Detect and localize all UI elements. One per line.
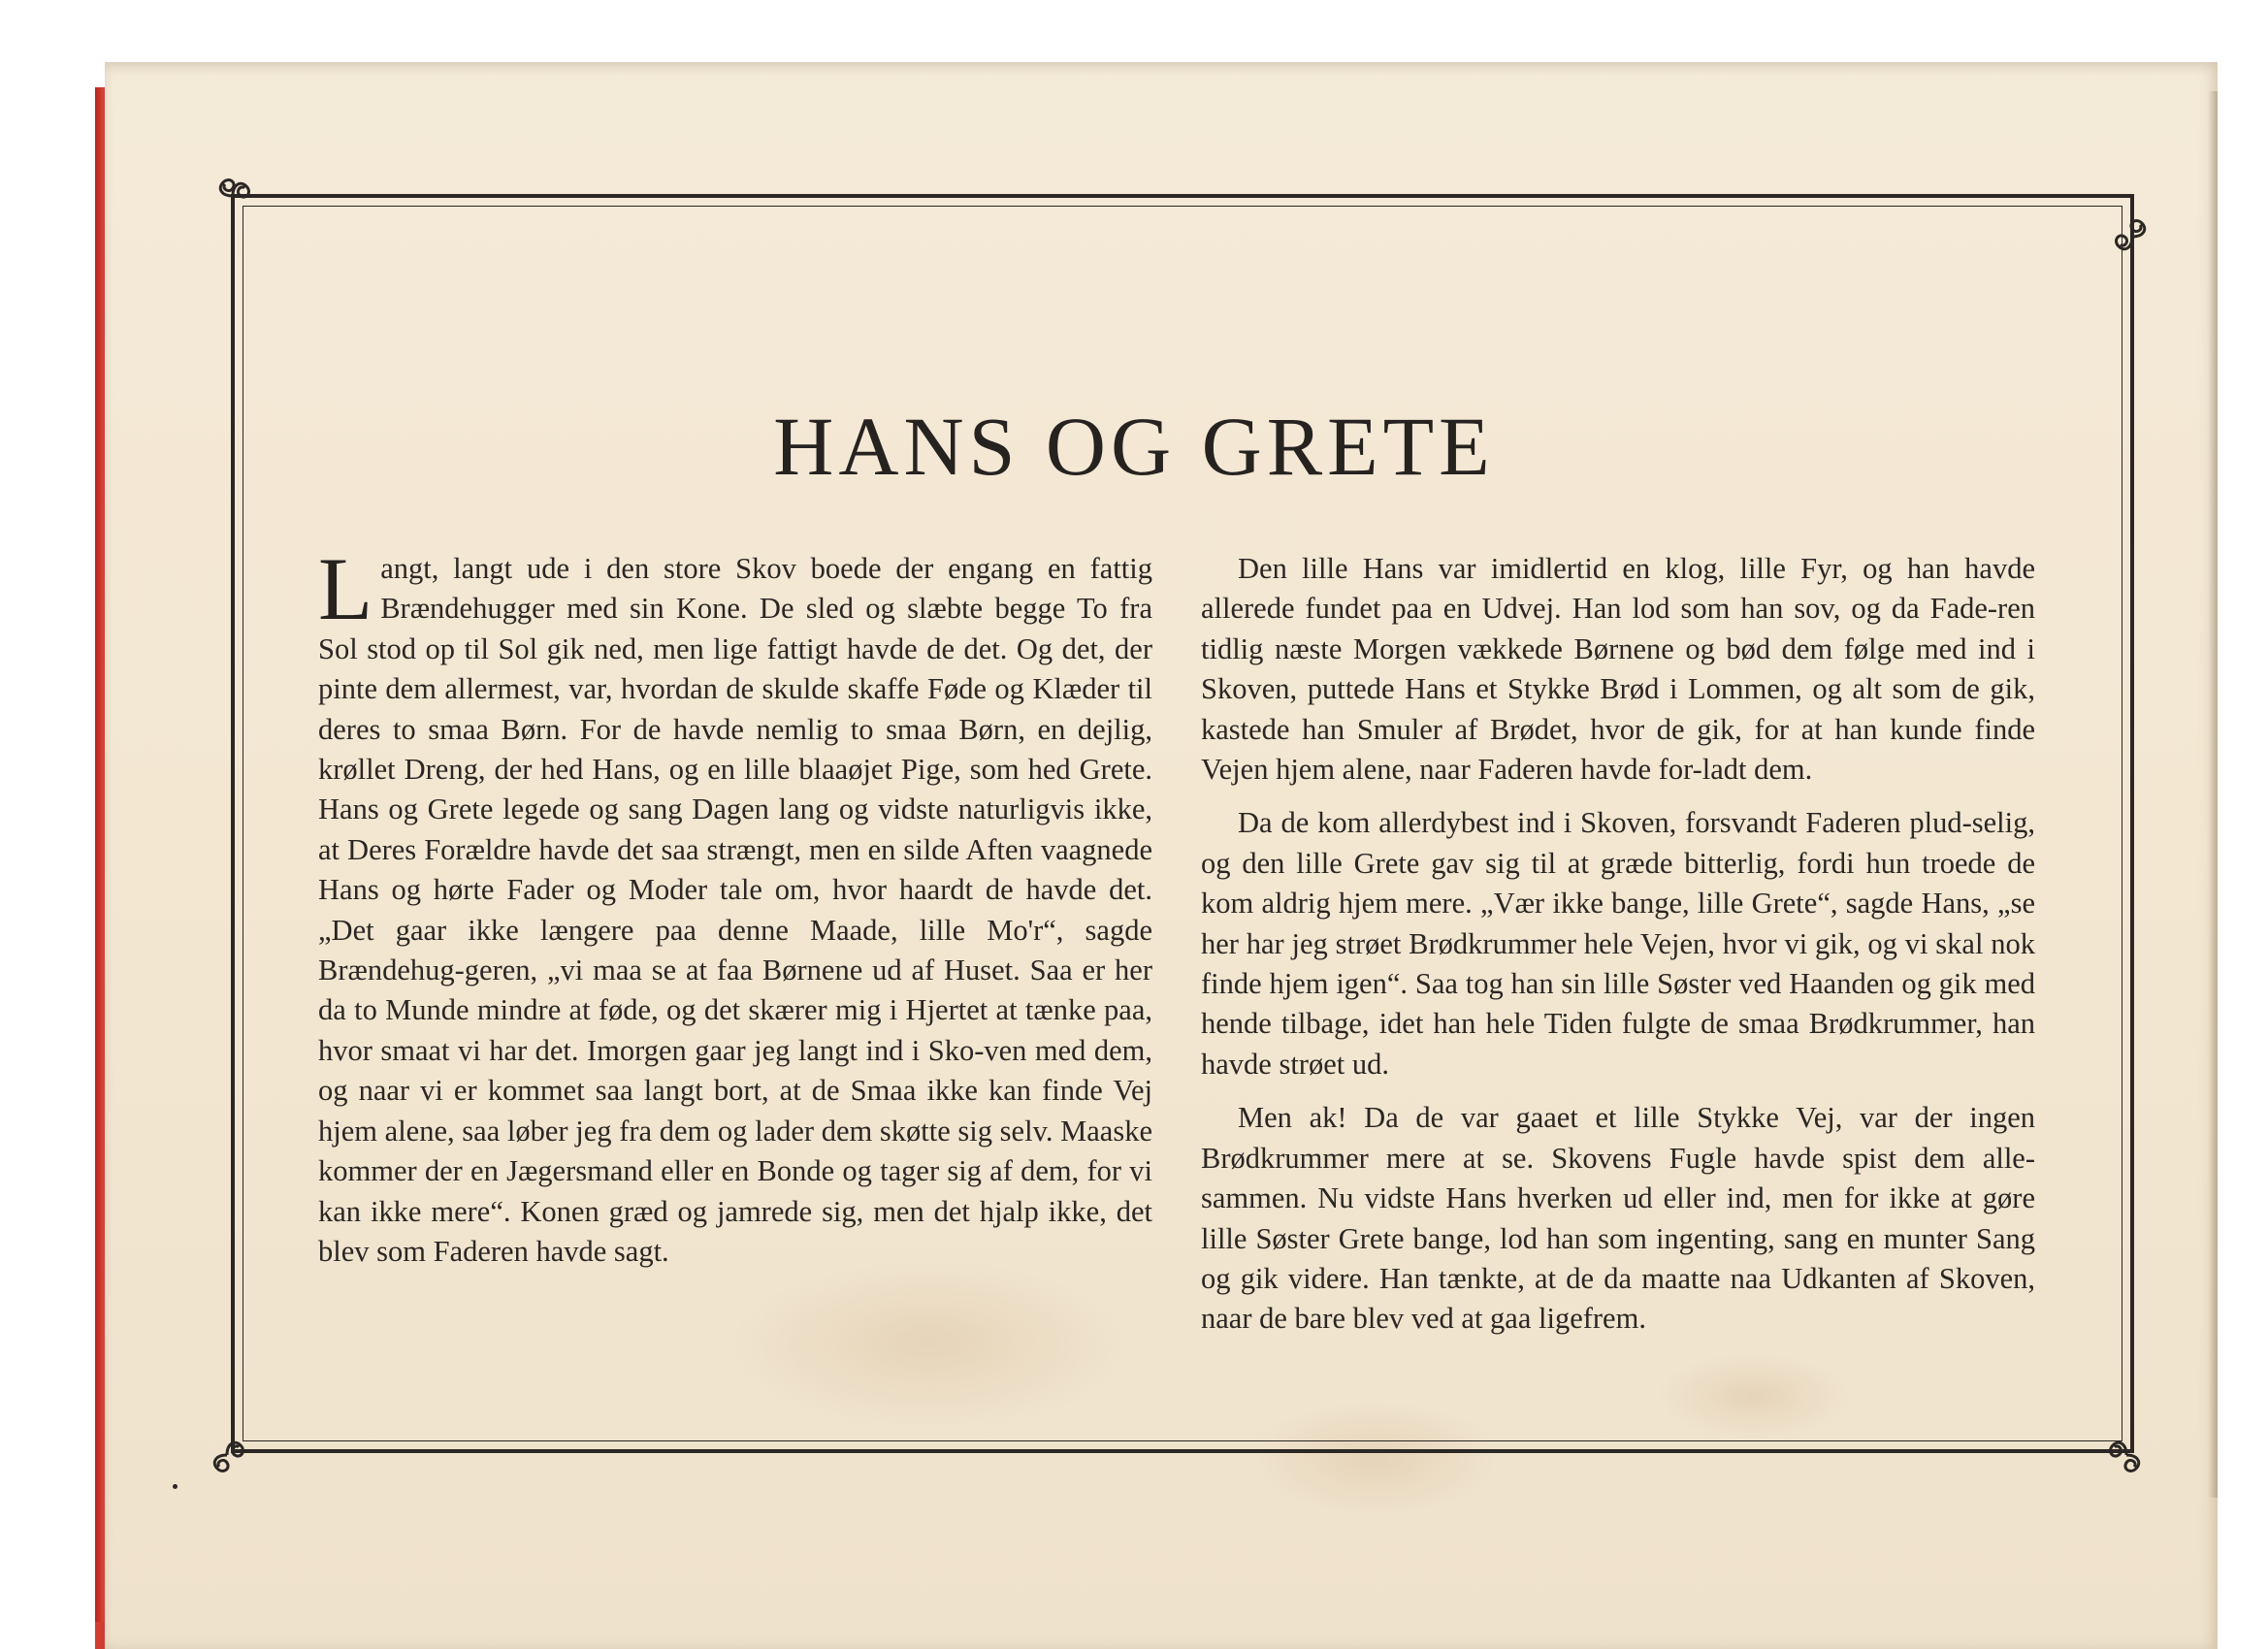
text-column-left — [318, 539, 1152, 1272]
corner-ornament-icon — [206, 1434, 248, 1476]
text-column-right — [1201, 549, 2035, 1340]
corner-ornament-icon — [2105, 1434, 2148, 1476]
page-mark — [173, 1484, 178, 1489]
story-title: HANS OG GRETE — [773, 400, 1495, 493]
paragraph — [318, 539, 1152, 1272]
paragraph: Men ak! Da de var gaaet et lille Stykke Vej, var der ingen Brødkrummer mere at se. Skovens Fugle havde spist dem alle-sammen. Nu vidste Hans hverken ud eller ind, men for ikke at gøre lille Søster Grete bange, lod han som ingenting, sang en munter Sang og gik videre. Han tænkte, at de da maatte naa Udkanten af Skoven, naar de bare blev ved at gaa ligefrem. — [1201, 1101, 2035, 1336]
drop-cap: L — [318, 539, 373, 638]
paragraph-text: angt, langt ude i den store Skov boede der engang en fattig Brændehugger med sin Kone. De sled og slæbte begge To fra Sol stod op til Sol gik ned, men lige fattigt havde de det. Og det, der pinte dem allermest, var, hvordan de skulde skaffe Føde og Klæder til deres to smaa Børn. For de havde nemlig to smaa Børn, en dejlig, krøllet Dreng, der hed Hans, og en lille blaaøjet Pige, som hed Grete. Hans og Grete legede og sang Dagen lang og vidste naturligvis ikke, at Deres Forældre havde det saa strængt, men en silde Aften vaagnede Hans og hørte Fader og Moder tale om, hvor haardt de havde det. „Det gaar ikke længere paa denne Maade, lille Mo'r“, sagde Brændehug-geren, „vi maa se at faa Børnene ud af Huset. Saa er her da to Munde mindre at føde, og det skærer mig i Hjertet at tænke paa, hvor smaat vi har det. Imorgen gaar jeg langt ind i Sko-ven med dem, og naar vi er kommet saa langt bort, at de Smaa ikke kan finde Vej hjem alene, saa løber jeg fra dem og lader dem skøtte sig selv. Maaske kommer der en Jægersmand eller en Bonde og tager sig af dem, for vi kan ikke mere“. Konen græd og jamrede sig, men det hjalp ikke, det blev som Faderen havde sagt. — [318, 552, 1152, 1268]
paragraph: Den lille Hans var imidlertid en klog, lille Fyr, og han havde allerede fundet paa en Udvej. Han lod som han sov, og da Fade-ren tidlig næste Morgen vækkede Børnene og bød dem følge med ind i Skoven, puttede Hans et Stykke Brød i Lommen, og alt som de gik, kastede han Smuler af Brødet, hvor de gik, for at han kunde finde Vejen hjem alene, naar Faderen havde for-ladt dem. — [1201, 552, 2035, 787]
paragraph: Da de kom allerdybest ind i Skoven, forsvandt Faderen plud-selig, og den lille Grete gav sig til at græde bitterlig, fordi hun troede de kom aldrig hjem mere. „Vær ikke bange, lille Grete“, sagde Hans, „se her har jeg strøet Brødkrummer hele Vejen, hvor vi gik, og vi skal nok finde hjem igen“. Saa tog han sin lille Søster ved Haanden og gik med hende tilbage, idet han hele Tiden fulgte de smaa Brødkrummer, han havde strøet ud. — [1201, 806, 2035, 1081]
corner-ornament-icon — [211, 175, 254, 217]
corner-ornament-icon — [2111, 215, 2154, 258]
